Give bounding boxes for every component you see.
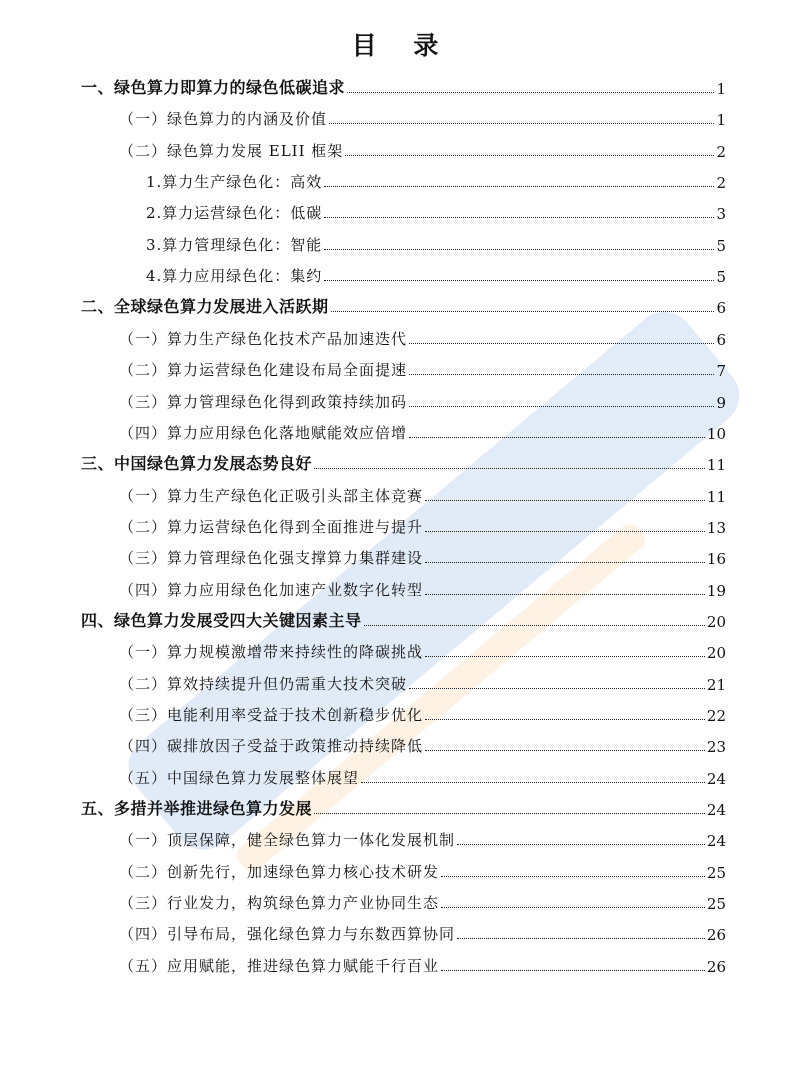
toc-page-number: 26 (706, 926, 726, 945)
toc-section-entry[interactable] (119, 854, 726, 882)
toc-entry-label: （一）顶层保障，健全绿色算力一体化发展机制 (119, 831, 456, 850)
toc-page-number: 7 (716, 362, 726, 381)
toc-entry-label: （二）算力运营绿色化得到全面推进与提升 (119, 517, 424, 536)
toc-entry-label: （四）引导布局，强化绿色算力与东数西算协同 (119, 925, 456, 944)
dot-leader (457, 843, 705, 845)
dot-leader (425, 499, 705, 501)
dot-leader (425, 718, 705, 720)
toc-section-entry[interactable] (119, 822, 726, 850)
toc-entry-label: 1.算力生产绿色化：高效 (146, 173, 323, 192)
toc-subsection-entry[interactable] (146, 227, 726, 255)
toc-entry-label: （三）算力管理绿色化得到政策持续加码 (119, 392, 408, 411)
dot-leader (409, 436, 705, 438)
toc-entry-label: （二）算效持续提升但仍需重大技术突破 (119, 674, 408, 693)
toc-page-number: 21 (706, 675, 726, 694)
toc-chapter-entry[interactable] (81, 70, 726, 98)
toc-page-number: 3 (716, 205, 726, 224)
toc-chapter-entry[interactable] (81, 791, 726, 819)
dot-leader (441, 906, 705, 908)
dot-leader (441, 969, 705, 971)
dot-leader (457, 937, 705, 939)
toc-subsection-entry[interactable] (146, 195, 726, 223)
toc-entry-label: （一）算力规模激增带来持续性的降碳挑战 (119, 643, 424, 662)
toc-section-entry[interactable] (119, 384, 726, 412)
toc-page-number: 20 (706, 612, 726, 631)
dot-leader (314, 812, 705, 814)
toc-page-number: 25 (706, 895, 726, 914)
dot-leader (409, 342, 714, 344)
toc-subsection-entry[interactable] (146, 258, 726, 286)
toc-page-number: 10 (706, 424, 726, 443)
toc-entry-label: （三）算力管理绿色化强支撑算力集群建设 (119, 549, 424, 568)
toc-section-entry[interactable] (119, 885, 726, 913)
toc-entry-label: （一）算力生产绿色化技术产品加速迭代 (119, 329, 408, 348)
toc-page-number: 5 (716, 236, 726, 255)
page-title: 目 录 (351, 31, 453, 60)
toc-entry-label: 五、多措并举推进绿色算力发展 (81, 799, 313, 819)
toc-page-number: 1 (716, 111, 726, 130)
toc-section-entry[interactable] (119, 352, 726, 380)
toc-page-number: 2 (716, 142, 726, 161)
toc-entry-label: （二）算力运营绿色化建设布局全面提速 (119, 361, 408, 380)
dot-leader (425, 593, 705, 595)
toc-entry-label: 一、绿色算力即算力的绿色低碳追求 (81, 78, 346, 97)
toc-page-number: 16 (706, 550, 726, 569)
toc-chapter-entry[interactable] (81, 603, 726, 631)
toc-entry-label: 4.算力应用绿色化：集约 (146, 267, 323, 286)
toc-section-entry[interactable] (119, 697, 726, 725)
toc-page-number: 2 (716, 174, 726, 193)
dot-leader (329, 122, 714, 124)
toc-entry-label: （五）应用赋能，推进绿色算力赋能千行百业 (119, 956, 440, 975)
toc-entry-label: （三）电能利用率受益于技术创新稳步优化 (119, 706, 424, 724)
toc-entry-label: （二）绿色算力发展 ELII 框架 (119, 141, 344, 160)
toc-entry-label: （四）算力应用绿色化落地赋能效应倍增 (119, 423, 408, 442)
toc-page-number: 6 (716, 299, 726, 318)
toc-page-number: 5 (716, 268, 726, 287)
toc-entry-label: （三）行业发力，构筑绿色算力产业协同生态 (119, 894, 440, 913)
toc-page-number: 24 (706, 832, 726, 851)
toc-page-number: 22 (706, 707, 726, 725)
toc-section-entry[interactable] (119, 634, 726, 662)
dot-leader (361, 781, 705, 783)
toc-section-entry[interactable] (119, 101, 726, 129)
toc-entry-label: （一）绿色算力的内涵及价值 (119, 110, 328, 129)
toc-section-entry[interactable] (119, 540, 726, 568)
toc-section-entry[interactable] (119, 509, 726, 537)
toc-section-entry[interactable] (119, 572, 726, 600)
dot-leader (324, 248, 714, 250)
dot-leader (331, 310, 715, 312)
toc-entry-label: 三、中国绿色算力发展态势良好 (81, 454, 313, 474)
dot-leader (425, 561, 705, 563)
toc-entry-label: 3.算力管理绿色化：智能 (146, 235, 323, 254)
dot-leader (425, 655, 705, 657)
toc-page-number: 6 (716, 330, 726, 349)
dot-leader (314, 467, 705, 469)
toc-page-number: 11 (706, 487, 726, 506)
dot-leader (425, 749, 705, 751)
dot-leader (324, 185, 714, 187)
toc-entry-label: 二、全球绿色算力发展进入活跃期 (81, 297, 329, 317)
toc-chapter-entry[interactable] (81, 446, 726, 474)
toc-entry-label: 四、绿色算力发展受四大关键因素主导 (81, 610, 362, 630)
toc-section-entry[interactable] (119, 321, 726, 349)
dot-leader (324, 279, 714, 281)
toc-page-number: 24 (706, 801, 726, 820)
dot-leader (345, 154, 714, 156)
dot-leader (409, 373, 714, 375)
toc-page-number: 1 (716, 80, 726, 98)
toc-section-entry[interactable] (119, 478, 726, 506)
toc-page-number: 20 (706, 644, 726, 663)
dot-leader (409, 687, 705, 689)
toc-page-number: 11 (706, 456, 726, 475)
dot-leader (425, 530, 705, 532)
toc-entry-label: （四）碳排放因子受益于政策推动持续降低 (119, 737, 424, 756)
toc-entry-label: （五）中国绿色算力发展整体展望 (119, 768, 360, 787)
dot-leader (364, 624, 705, 626)
toc-section-entry[interactable] (119, 415, 726, 443)
dot-leader (347, 91, 714, 93)
toc-entry-label: （四）算力应用绿色化加速产业数字化转型 (119, 580, 424, 599)
toc-page-number: 9 (716, 393, 726, 412)
toc-entry-label: （一）算力生产绿色化正吸引头部主体竞赛 (119, 486, 424, 505)
toc-page-number: 23 (706, 738, 726, 757)
dot-leader (324, 216, 714, 218)
toc-entry-label: （二）创新先行，加速绿色算力核心技术研发 (119, 862, 440, 881)
toc-subsection-entry[interactable] (146, 164, 726, 192)
toc-page-number: 26 (706, 957, 726, 976)
dot-leader (441, 875, 705, 877)
toc-page-number: 24 (706, 769, 726, 788)
toc-section-entry[interactable] (119, 728, 726, 756)
toc-page-number: 13 (706, 518, 726, 537)
toc-section-entry[interactable] (119, 916, 726, 944)
toc-section-entry[interactable] (119, 133, 726, 161)
toc-section-entry[interactable] (119, 948, 726, 976)
toc-section-entry[interactable] (119, 666, 726, 694)
toc-chapter-entry[interactable] (81, 289, 726, 317)
dot-leader (409, 405, 714, 407)
toc-section-entry[interactable] (119, 760, 726, 788)
toc-entry-label: 2.算力运营绿色化：低碳 (146, 204, 323, 223)
toc-page-number: 19 (706, 581, 726, 600)
toc-page-number: 25 (706, 863, 726, 882)
